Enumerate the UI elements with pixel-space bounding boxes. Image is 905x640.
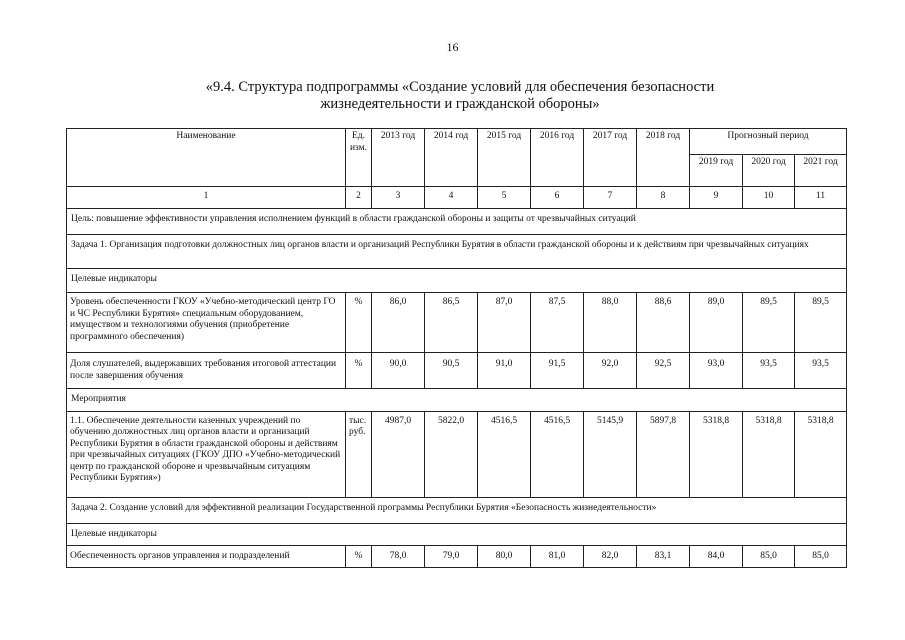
title-line-1: «9.4. Структура подпрограммы «Создание условий для обеспечения безопасности [205,79,715,95]
row-value: 85,0 [743,546,795,568]
header-2013: 2013 год [372,129,425,187]
row-value: 92,0 [584,353,637,389]
col-number: 6 [531,187,584,209]
row-value: 80,0 [478,546,531,568]
header-2021: 2021 год [795,155,847,187]
row-value: 4516,5 [531,411,584,497]
row-value: 5318,8 [743,411,795,497]
row-name: Уровень обеспеченности ГКОУ «Учебно-методический центр ГО и ЧС Республики Бурятия» специальным оборудованием, имуществом и технологиями обучения (приобретение программного обеспечения) [67,293,346,353]
row-value: 85,0 [795,546,847,568]
header-2015: 2015 год [478,129,531,187]
col-number: 11 [795,187,847,209]
row-value: 84,0 [690,546,743,568]
task1-text: Задача 1. Организация подготовки должностных лиц органов власти и организаций Республики Бурятия в области гражданской обороны и к действиям при чрезвычайных ситуациях [67,235,847,269]
row-value: 83,1 [637,546,690,568]
row-value: 93,0 [690,353,743,389]
row-unit: % [346,353,372,389]
row-value: 93,5 [743,353,795,389]
indicators-row-2 [67,523,847,546]
col-number: 7 [584,187,637,209]
title-line-2: жизнедеятельности и гражданской обороны» [320,96,600,112]
row-name: 1.1. Обеспечение деятельности казенных учреждений по обучению должностных лиц органов власти и организаций Республики Бурятия в области гражданской обороны и действиям при чрезвычайных ситуациях (ГКОУ ДПО «Учебно-методический центр по гражданской обороне и чрезвычайным ситуациям Республики Бурятия») [67,411,346,497]
col-number: 3 [372,187,425,209]
row-unit: % [346,546,372,568]
table-row [67,353,847,389]
header-name: Наименование [67,129,346,187]
row-value: 5822,0 [425,411,478,497]
table-row [67,293,847,353]
row-value: 78,0 [372,546,425,568]
header-2017: 2017 год [584,129,637,187]
col-number: 2 [346,187,372,209]
row-value: 87,0 [478,293,531,353]
page-number: 16 [446,40,459,54]
header-2019: 2019 год [690,155,743,187]
col-number: 1 [67,187,346,209]
indicators-label: Целевые индикаторы [67,269,847,293]
task1-row [67,235,847,269]
col-number: 9 [690,187,743,209]
header-forecast: Прогнозный период [690,129,847,155]
row-value: 5318,8 [690,411,743,497]
row-value: 4987,0 [372,411,425,497]
col-number: 4 [425,187,478,209]
row-unit: % [346,293,372,353]
header-2018: 2018 год [637,129,690,187]
header-row [67,129,847,155]
task2-text: Задача 2. Создание условий для эффективной реализации Государственной программы Республики Бурятия «Безопасность жизнедеятельности» [67,497,847,523]
row-value: 5897,8 [637,411,690,497]
goal-row [67,209,847,235]
row-value: 90,5 [425,353,478,389]
row-value: 86,5 [425,293,478,353]
row-value: 90,0 [372,353,425,389]
table-row [67,546,847,568]
row-name: Доля слушателей, выдержавших требования итоговой аттестации после завершения обучения [67,353,346,389]
row-value: 89,0 [690,293,743,353]
measures-row [67,389,847,412]
row-value: 81,0 [531,546,584,568]
row-value: 87,5 [531,293,584,353]
indicators-label: Целевые индикаторы [67,523,847,546]
row-value: 88,6 [637,293,690,353]
col-number: 10 [743,187,795,209]
task2-row [67,497,847,523]
row-name: Обеспеченность органов управления и подразделений [67,546,346,568]
row-value: 88,0 [584,293,637,353]
header-2016: 2016 год [531,129,584,187]
row-value: 79,0 [425,546,478,568]
row-value: 91,0 [478,353,531,389]
section-title [100,79,820,113]
row-value: 89,5 [743,293,795,353]
row-value: 89,5 [795,293,847,353]
measures-label: Мероприятия [67,389,847,412]
row-value: 92,5 [637,353,690,389]
row-value: 82,0 [584,546,637,568]
row-value: 5145,9 [584,411,637,497]
goal-text: Цель: повышение эффективности управления исполнением функций в области гражданской обороны и защиты от чрезвычайных ситуаций [67,209,847,235]
header-unit: Ед. изм. [346,129,372,187]
indicators-row-1 [67,269,847,293]
row-value: 91,5 [531,353,584,389]
row-value: 86,0 [372,293,425,353]
row-value: 4516,5 [478,411,531,497]
table-row [67,411,847,497]
row-unit: тыс. руб. [346,411,372,497]
header-2014: 2014 год [425,129,478,187]
col-number: 8 [637,187,690,209]
row-value: 93,5 [795,353,847,389]
row-value: 5318,8 [795,411,847,497]
column-number-row [67,187,847,209]
col-number: 5 [478,187,531,209]
subprogram-structure-table [66,128,847,568]
header-2020: 2020 год [743,155,795,187]
